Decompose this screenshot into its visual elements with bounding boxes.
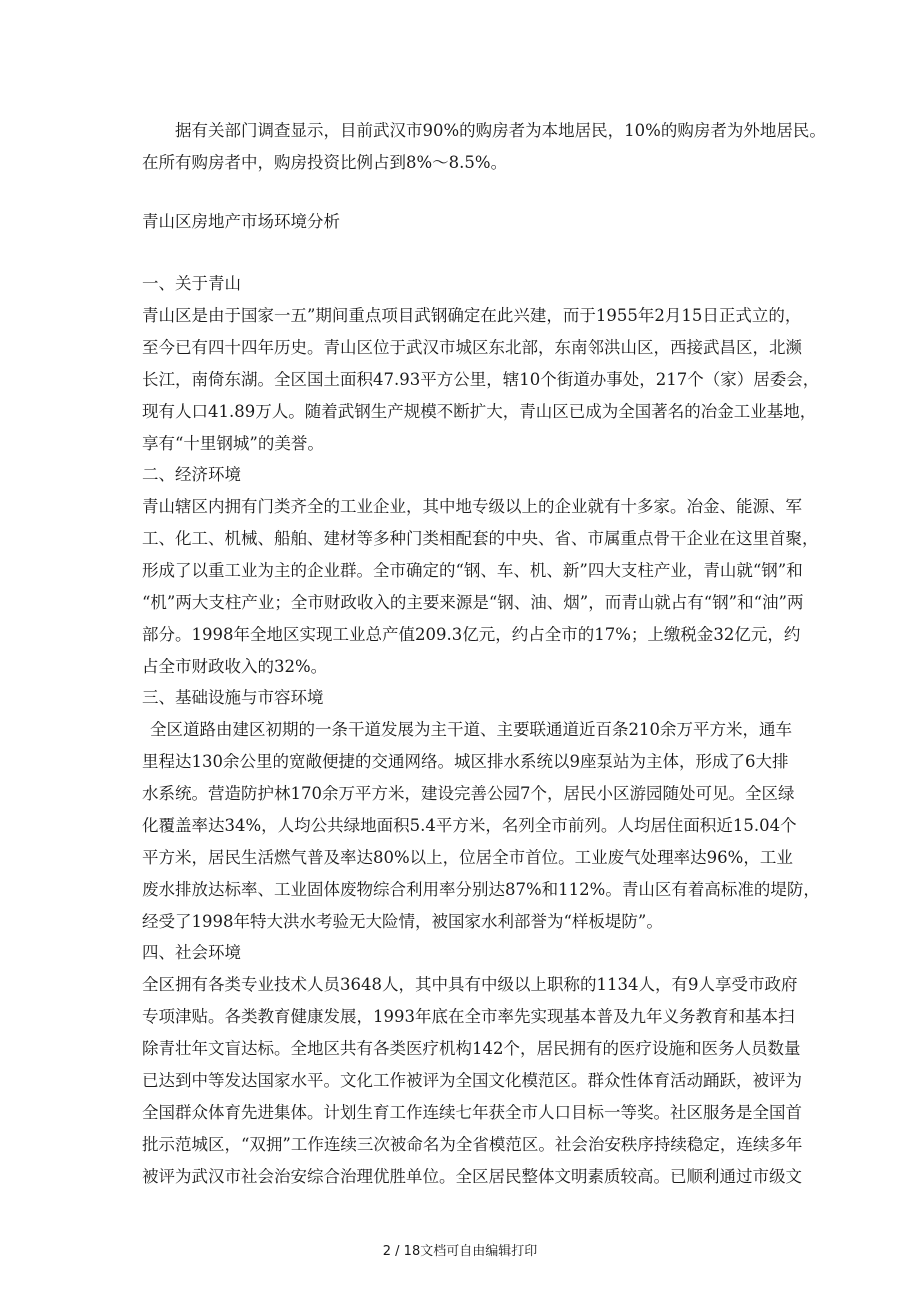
paragraph-line: 工、化工、机械、船舶、建材等多种门类相配套的中央、省、市属重点骨干企业在这里首聚， <box>142 529 819 548</box>
paragraph-line: 水系统。营造防护林170余万平方米，建设完善公园7个，居民小区游园随处可见。全区绿 <box>142 784 795 803</box>
paragraph-line: 废水排放达标率、工业固体废物综合利用率分别达87%和112%。青山区有着高标准的堤防， <box>142 880 820 899</box>
paragraph-line: 批示范城区，“双拥”工作连续三次被命名为全省模范区。社会治安秩序持续稳定，连续多年 <box>142 1135 803 1154</box>
paragraph-line: 除青壮年文盲达标。全地区共有各类医疗机构142个，居民拥有的医疗设施和医务人员数量 <box>142 1039 801 1058</box>
paragraph-line: 被评为武汉市社会治安综合治理优胜单位。全区居民整体文明素质较高。已顺利通过市级文 <box>142 1167 802 1186</box>
paragraph-line: 已达到中等发达国家水平。文化工作被评为全国文化模范区。群众性体育活动踊跃，被评为 <box>142 1071 802 1090</box>
paragraph-line: 全区道路由建区初期的一条干道发展为主干道、主要联通道近百条210余万平方米，通车 <box>150 720 792 739</box>
paragraph-line: 部分。1998年全地区实现工业总产值209.3亿元，约占全市的17%；上缴税金32亿元，约 <box>142 625 801 644</box>
intro-line-2: 在所有购房者中，购房投资比例占到8%～8.5%。 <box>142 153 508 172</box>
paragraph-line: 长江，南倚东湖。全区国土面积47.93平方公里，辖10个街道办事处，217个（家）居委会， <box>142 370 820 389</box>
paragraph-line: 经受了1998年特大洪水考验无大险情，被国家水利部誉为“样板堤防”。 <box>142 912 663 931</box>
paragraph-line: 青山区是由于国家一五”期间重点项目武钢确定在此兴建，而于1955年2月15日正式立的， <box>142 306 802 325</box>
heading-about-qingshan: 一、关于青山 <box>142 274 241 293</box>
paragraph-line: 全区拥有各类专业技术人员3648人，其中具有中级以上职称的1134人，有9人享受市政府 <box>142 975 798 994</box>
paragraph-line: 形成了以重工业为主的企业群。全市确定的“钢、车、机、新”四大支柱产业，青山就“钢”和 <box>142 561 803 580</box>
paragraph-line: “机”两大支柱产业；全市财政收入的主要来源是“钢、油、烟”，而青山就占有“钢”和“油”两 <box>142 593 804 612</box>
paragraph-line: 至今已有四十四年历史。青山区位于武汉市城区东北部，东南邻洪山区，西接武昌区，北濒 <box>142 338 802 357</box>
paragraph-line: 青山辖区内拥有门类齐全的工业企业，其中地专级以上的企业就有十多家。冶金、能源、军 <box>142 497 802 516</box>
paragraph-line: 化覆盖率达34%，人均公共绿地面积5.4平方米，名列全市前列。人均居住面积近15.04个 <box>142 816 797 835</box>
paragraph-line: 里程达130余公里的宽敞便捷的交通网络。城区排水系统以9座泵站为主体，形成了6大排 <box>142 752 789 771</box>
page-footer: 2 / 18文档可自由编辑打印 <box>382 1244 538 1259</box>
paragraph-line: 全国群众体育先进集体。计划生育工作连续七年获全市人口目标一等奖。社区服务是全国首 <box>142 1103 802 1122</box>
paragraph-line: 享有“十里钢城”的美誉。 <box>142 434 324 453</box>
heading-infrastructure: 三、基础设施与市容环境 <box>142 688 324 707</box>
section-title: 青山区房地产市场环境分析 <box>142 212 340 231</box>
paragraph-line: 专项津贴。各类教育健康发展，1993年底在全市率先实现基本普及九年义务教育和基本扫 <box>142 1007 795 1026</box>
intro-line-1: 据有关部门调查显示，目前武汉市90%的购房者为本地居民，10%的购房者为外地居民。 <box>175 121 826 140</box>
paragraph-line: 现有人口41.89万人。随着武钢生产规模不断扩大，青山区已成为全国著名的冶金工业基地， <box>142 402 817 421</box>
heading-economic: 二、经济环境 <box>142 465 241 484</box>
paragraph-line: 平方米，居民生活燃气普及率达80%以上，位居全市首位。工业废气处理率达96%，工业 <box>142 848 793 867</box>
paragraph-line: 占全市财政收入的32%。 <box>142 657 328 676</box>
heading-social: 四、社会环境 <box>142 943 241 962</box>
